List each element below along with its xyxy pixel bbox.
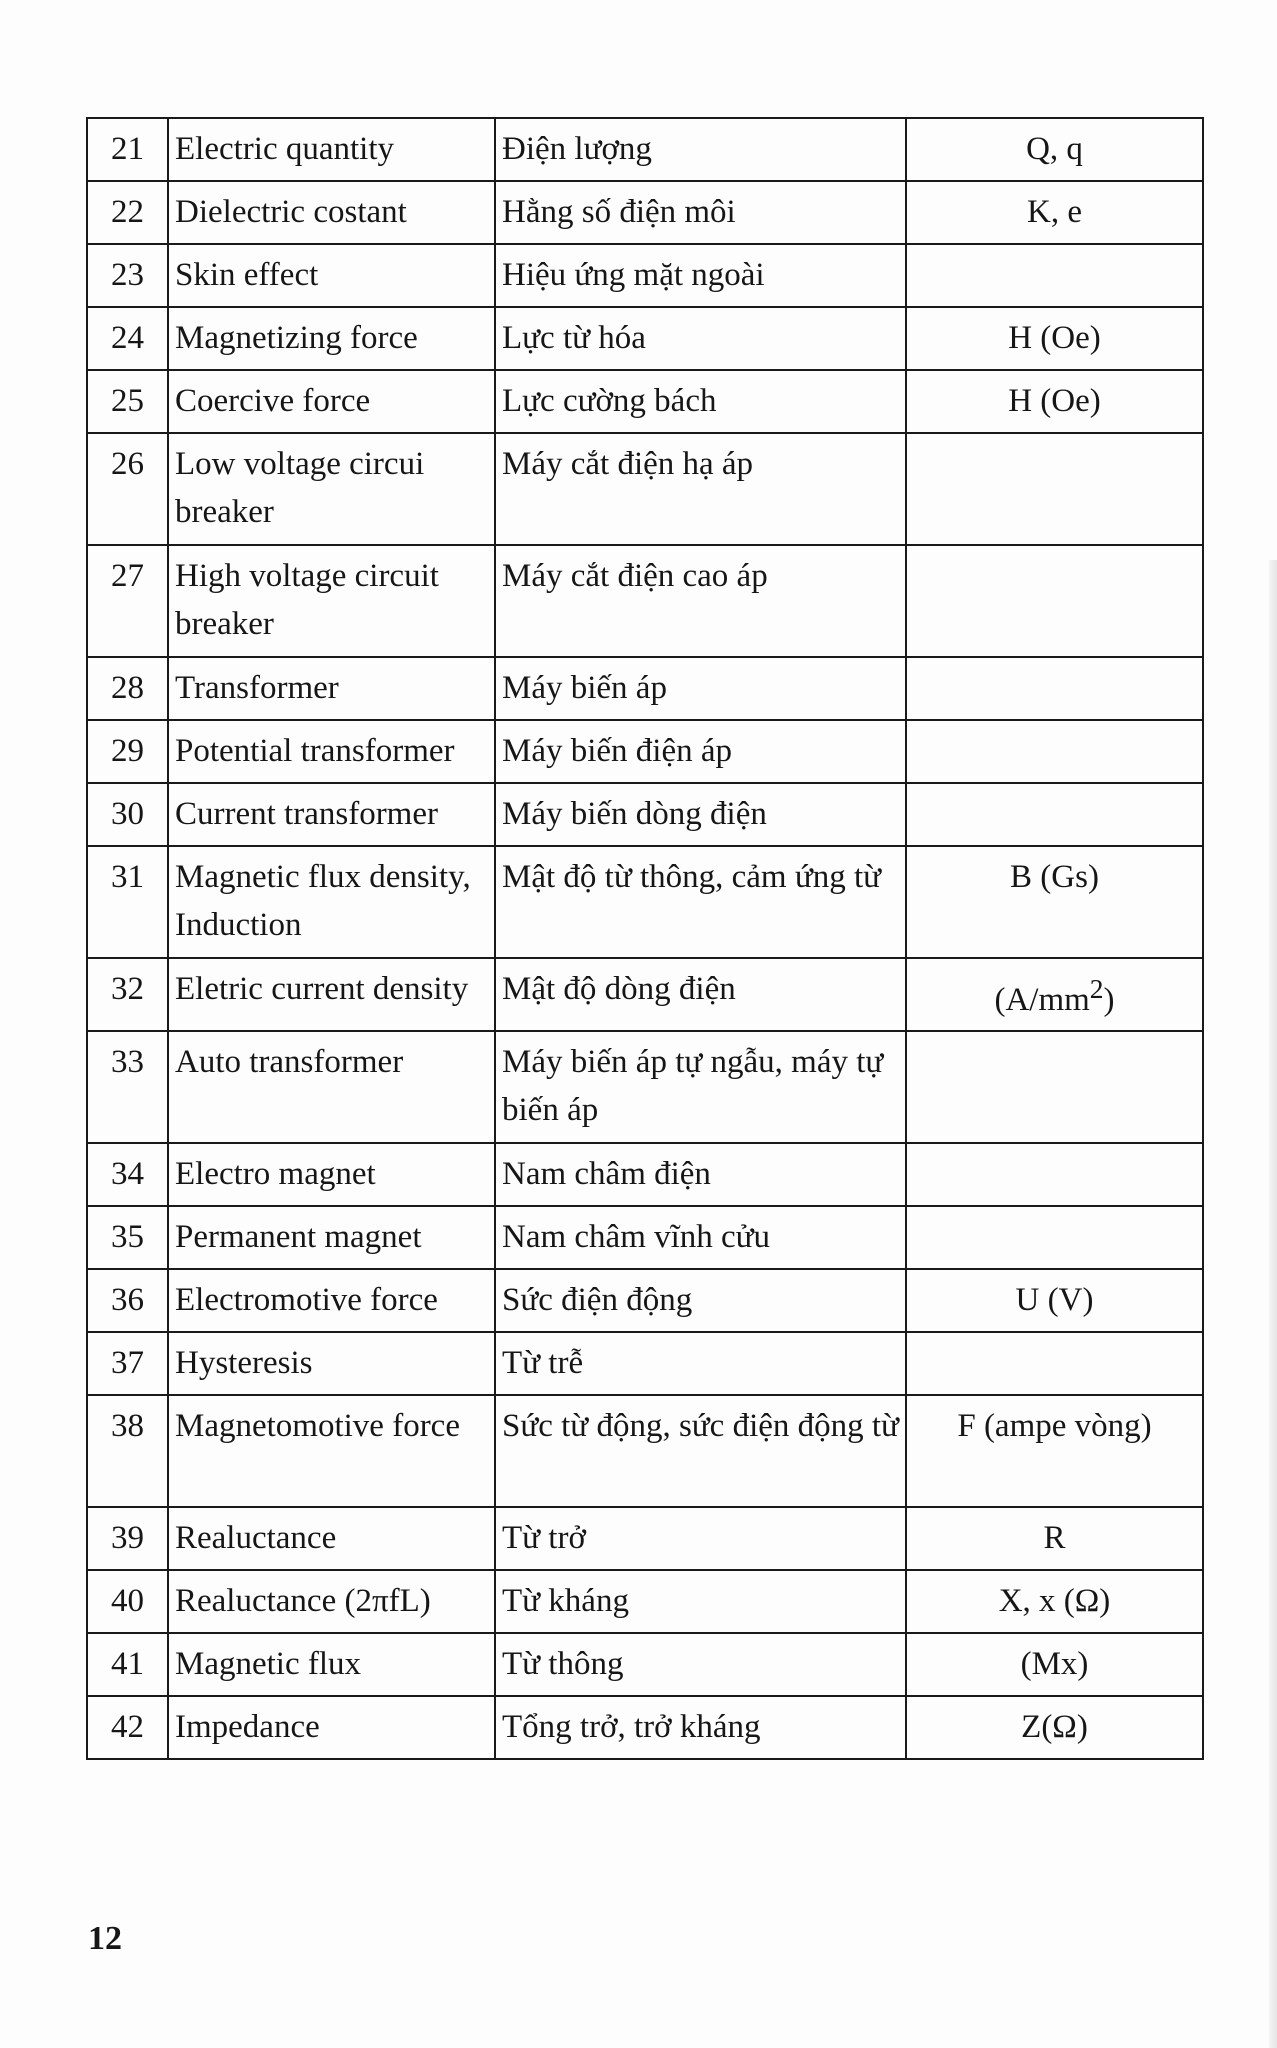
symbol-unit — [906, 433, 1203, 545]
vietnamese-term: Sức từ động, sức điện động từ — [495, 1395, 906, 1507]
symbol-unit: F (ampe vòng) — [906, 1395, 1203, 1507]
symbol-unit: R — [906, 1507, 1203, 1570]
row-number: 38 — [87, 1395, 168, 1507]
vietnamese-term: Mật độ từ thông, cảm ứng từ — [495, 846, 906, 958]
vietnamese-term: Máy biến dòng điện — [495, 783, 906, 846]
table-row — [87, 545, 1203, 657]
row-number: 28 — [87, 657, 168, 720]
vietnamese-term: Hiệu ứng mặt ngoài — [495, 244, 906, 307]
symbol-unit — [906, 1332, 1203, 1395]
english-term: Transformer — [168, 657, 495, 720]
symbol-unit: Z(Ω) — [906, 1696, 1203, 1759]
row-number: 40 — [87, 1570, 168, 1633]
row-number: 24 — [87, 307, 168, 370]
english-term: Potential transformer — [168, 720, 495, 783]
vietnamese-term: Máy biến điện áp — [495, 720, 906, 783]
vietnamese-term: Sức điện động — [495, 1269, 906, 1332]
unit-closing: ) — [1103, 982, 1115, 1018]
row-number: 36 — [87, 1269, 168, 1332]
symbol-unit — [906, 958, 1203, 1031]
vietnamese-term: Từ kháng — [495, 1570, 906, 1633]
table-row — [87, 1269, 1203, 1332]
row-number: 31 — [87, 846, 168, 958]
symbol-unit: B (Gs) — [906, 846, 1203, 958]
vietnamese-term: Từ trễ — [495, 1332, 906, 1395]
english-term: Realuctance — [168, 1507, 495, 1570]
english-term: Realuctance (2πfL) — [168, 1570, 495, 1633]
symbol-unit — [906, 1143, 1203, 1206]
symbol-unit: H (Oe) — [906, 370, 1203, 433]
symbol-unit — [906, 1031, 1203, 1143]
row-number: 37 — [87, 1332, 168, 1395]
symbol-unit — [906, 657, 1203, 720]
row-number: 35 — [87, 1206, 168, 1269]
symbol-unit: U (V) — [906, 1269, 1203, 1332]
row-number: 33 — [87, 1031, 168, 1143]
symbol-unit — [906, 783, 1203, 846]
english-term: Magnetic flux density, Induction — [168, 846, 495, 958]
row-number: 41 — [87, 1633, 168, 1696]
table-row — [87, 958, 1203, 1031]
table-row — [87, 307, 1203, 370]
row-number: 22 — [87, 181, 168, 244]
vietnamese-term: Nam châm điện — [495, 1143, 906, 1206]
table-row — [87, 1031, 1203, 1143]
glossary-table — [86, 117, 1204, 1760]
english-term: Hysteresis — [168, 1332, 495, 1395]
vietnamese-term: Từ trở — [495, 1507, 906, 1570]
english-term: Auto transformer — [168, 1031, 495, 1143]
symbol-unit — [906, 244, 1203, 307]
table-row — [87, 1395, 1203, 1507]
row-number: 32 — [87, 958, 168, 1031]
table-row — [87, 1206, 1203, 1269]
table-row — [87, 433, 1203, 545]
table-row — [87, 1143, 1203, 1206]
vietnamese-term: Từ thông — [495, 1633, 906, 1696]
row-number: 29 — [87, 720, 168, 783]
english-term: Eletric current density — [168, 958, 495, 1031]
unit-exponent: 2 — [1089, 973, 1104, 1004]
table-row — [87, 657, 1203, 720]
table-row — [87, 1696, 1203, 1759]
table-row — [87, 1507, 1203, 1570]
symbol-unit: H (Oe) — [906, 307, 1203, 370]
vietnamese-term: Lực từ hóa — [495, 307, 906, 370]
row-number: 25 — [87, 370, 168, 433]
english-term: Magnetic flux — [168, 1633, 495, 1696]
vietnamese-term: Máy cắt điện cao áp — [495, 545, 906, 657]
symbol-unit — [906, 545, 1203, 657]
page-edge-shadow — [1269, 560, 1277, 2048]
symbol-unit: (Mx) — [906, 1633, 1203, 1696]
vietnamese-term: Máy cắt điện hạ áp — [495, 433, 906, 545]
table-row — [87, 783, 1203, 846]
english-term: Skin effect — [168, 244, 495, 307]
english-term: Current transformer — [168, 783, 495, 846]
english-term: Coercive force — [168, 370, 495, 433]
table-row — [87, 720, 1203, 783]
english-term: High voltage circuit breaker — [168, 545, 495, 657]
row-number: 39 — [87, 1507, 168, 1570]
symbol-unit — [906, 1206, 1203, 1269]
table-row — [87, 181, 1203, 244]
vietnamese-term: Lực cường bách — [495, 370, 906, 433]
symbol-unit: X, x (Ω) — [906, 1570, 1203, 1633]
row-number: 21 — [87, 118, 168, 181]
vietnamese-term: Điện lượng — [495, 118, 906, 181]
english-term: Dielectric costant — [168, 181, 495, 244]
symbol-unit — [906, 720, 1203, 783]
page-number: 12 — [88, 1920, 122, 1957]
english-term: Permanent magnet — [168, 1206, 495, 1269]
vietnamese-term: Mật độ dòng điện — [495, 958, 906, 1031]
row-number: 27 — [87, 545, 168, 657]
english-term: Electro magnet — [168, 1143, 495, 1206]
row-number: 30 — [87, 783, 168, 846]
vietnamese-term: Nam châm vĩnh cửu — [495, 1206, 906, 1269]
row-number: 23 — [87, 244, 168, 307]
table-row — [87, 1570, 1203, 1633]
vietnamese-term: Hằng số điện môi — [495, 181, 906, 244]
english-term: Magnetizing force — [168, 307, 495, 370]
row-number: 26 — [87, 433, 168, 545]
unit-text: (A/mm — [994, 982, 1090, 1018]
table-row — [87, 370, 1203, 433]
symbol-unit: Q, q — [906, 118, 1203, 181]
english-term: Electromotive force — [168, 1269, 495, 1332]
table-row — [87, 1332, 1203, 1395]
english-term: Low voltage circui breaker — [168, 433, 495, 545]
vietnamese-term: Tổng trở, trở kháng — [495, 1696, 906, 1759]
table-row — [87, 118, 1203, 181]
vietnamese-term: Máy biến áp tự ngẫu, máy tự biến áp — [495, 1031, 906, 1143]
table-row — [87, 244, 1203, 307]
table-row — [87, 1633, 1203, 1696]
row-number: 34 — [87, 1143, 168, 1206]
english-term: Electric quantity — [168, 118, 495, 181]
symbol-unit: K, e — [906, 181, 1203, 244]
table-row — [87, 846, 1203, 958]
vietnamese-term: Máy biến áp — [495, 657, 906, 720]
row-number: 42 — [87, 1696, 168, 1759]
english-term: Magnetomotive force — [168, 1395, 495, 1507]
english-term: Impedance — [168, 1696, 495, 1759]
